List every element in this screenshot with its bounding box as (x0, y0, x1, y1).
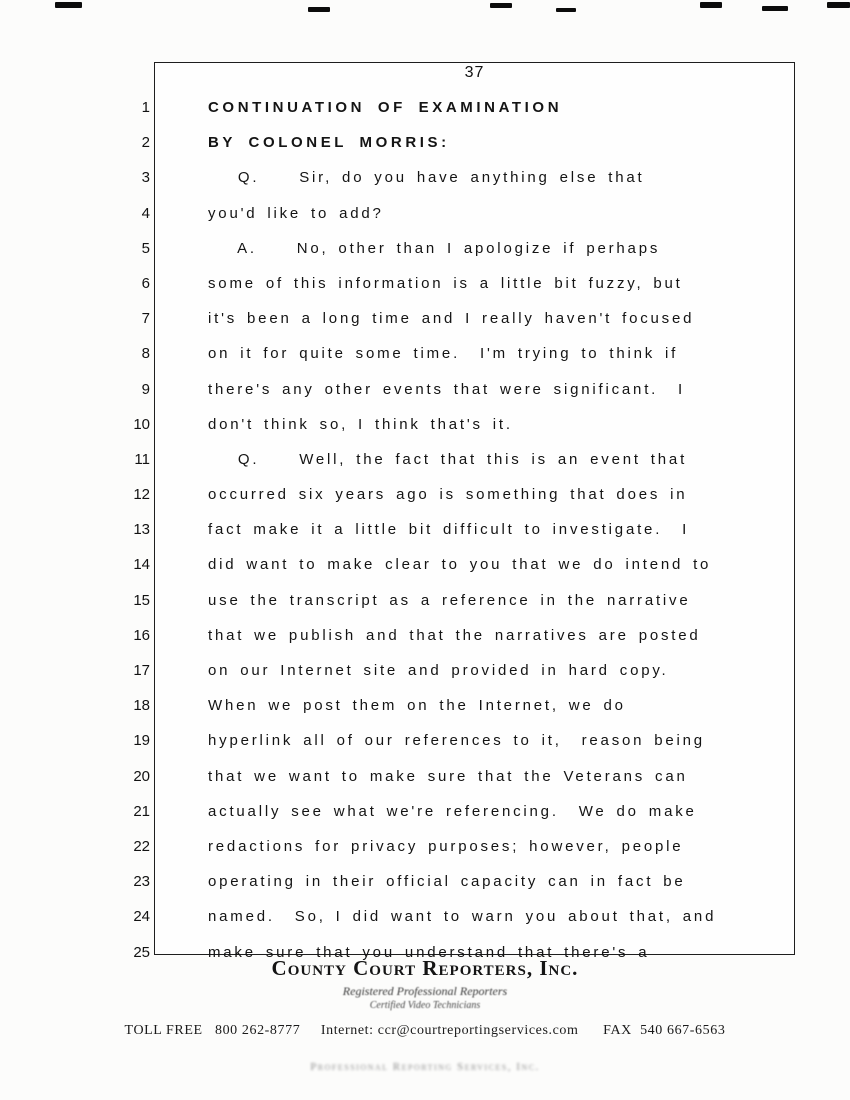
line-text: hyperlink all of our references to it, reason being (208, 732, 705, 750)
line-number: 14 (133, 556, 150, 574)
transcript-line (0, 759, 850, 794)
scan-artifact (490, 3, 512, 8)
line-number: 18 (133, 697, 150, 715)
transcript-line (0, 407, 850, 442)
line-number: 24 (133, 908, 150, 926)
line-number: 8 (141, 345, 150, 363)
line-text: operating in their official capacity can in fact be (208, 873, 686, 891)
transcript-lines (0, 90, 850, 970)
transcript-line (0, 723, 850, 758)
transcript-line (0, 864, 850, 899)
line-number: 22 (133, 837, 150, 855)
transcript-line (0, 125, 850, 160)
page-number: 37 (464, 64, 485, 81)
line-text: fact make it a little bit difficult to investigate. I (208, 521, 690, 539)
firm-tagline-certified: Certified Video Technicians (369, 1000, 481, 1011)
line-text: When we post them on the Internet, we do (208, 697, 626, 715)
transcript-line (0, 688, 850, 723)
footer-blurred-line: Professional Reporting Services, Inc. (310, 1061, 540, 1073)
transcript-line (0, 899, 850, 934)
line-text: some of this information is a little bit fuzzy, but (208, 274, 683, 292)
transcript-line (0, 196, 850, 231)
line-number: 10 (133, 415, 150, 433)
line-text: named. So, I did want to warn you about that, and (208, 908, 717, 926)
line-text: BY COLONEL MORRIS: (208, 134, 450, 152)
transcript-line (0, 301, 850, 336)
line-number: 25 (133, 943, 150, 961)
page-footer (0, 956, 850, 1073)
firm-contact-line: TOLL FREE 800 262-8777 Internet: ccr@courtreportingservices.com FAX 540 667-6563 (124, 1023, 726, 1038)
line-number: 7 (141, 310, 150, 328)
transcript-line (0, 618, 850, 653)
line-text: on our Internet site and provided in hard copy. (208, 662, 669, 679)
transcript-line (0, 336, 850, 371)
line-number: 23 (133, 873, 150, 891)
scan-artifact (762, 6, 788, 11)
line-number: 19 (133, 732, 150, 750)
line-text: occurred six years ago is something that does in (208, 486, 688, 504)
scan-artifact (55, 2, 82, 8)
line-text: actually see what we're referencing. We do make (208, 802, 697, 820)
line-number: 16 (133, 626, 150, 644)
line-text: don't think so, I think that's it. (208, 415, 513, 433)
line-text: use the transcript as a reference in the narrative (208, 591, 691, 609)
transcript-line (0, 266, 850, 301)
line-text: Q. Sir, do you have anything else that (208, 169, 645, 187)
line-number: 2 (141, 134, 150, 152)
line-text: you'd like to add? (208, 204, 384, 222)
line-number: 5 (141, 239, 150, 257)
line-number: 4 (141, 204, 150, 222)
line-text: there's any other events that were significant. I (208, 380, 686, 398)
line-number: 9 (141, 380, 150, 398)
line-text: on it for quite some time. I'm trying to think if (208, 345, 679, 363)
transcript-line (0, 90, 850, 125)
transcript-line (0, 160, 850, 195)
line-text: redactions for privacy purposes; however, people (208, 837, 684, 855)
line-number: 6 (141, 274, 150, 292)
line-text: it's been a long time and I really haven't focused (208, 310, 695, 328)
firm-tagline-registered: Registered Professional Reporters (342, 984, 508, 998)
line-text: did want to make clear to you that we do intend to (208, 556, 712, 574)
scan-artifact (827, 2, 850, 8)
court-reporter-firm-name: County Court Reporters, Inc. (271, 956, 579, 980)
transcript-line (0, 829, 850, 864)
transcript-line (0, 794, 850, 829)
line-text: make sure that you understand that there's a (208, 943, 650, 961)
line-number: 11 (134, 450, 150, 468)
line-number: 1 (141, 99, 150, 116)
line-text: CONTINUATION OF EXAMINATION (208, 99, 563, 116)
line-text: that we publish and that the narratives are posted (208, 626, 701, 644)
transcript-line (0, 547, 850, 582)
transcript-line (0, 477, 850, 512)
line-number: 12 (133, 486, 150, 504)
line-number: 13 (133, 521, 150, 539)
transcript-line (0, 653, 850, 688)
transcript-line (0, 231, 850, 266)
scan-artifact (556, 8, 576, 12)
line-text: Q. Well, the fact that this is an event that (208, 450, 688, 468)
line-number: 15 (133, 591, 150, 609)
transcript-line (0, 442, 850, 477)
transcript-line (0, 512, 850, 547)
line-number: 17 (133, 662, 150, 679)
transcript-line (0, 372, 850, 407)
line-number: 21 (133, 802, 150, 820)
line-number: 3 (141, 169, 150, 187)
line-text: A. No, other than I apologize if perhaps (208, 239, 661, 257)
transcript-line (0, 583, 850, 618)
line-text: that we want to make sure that the Veterans can (208, 767, 688, 785)
scan-artifact (700, 2, 722, 8)
line-number: 20 (133, 767, 150, 785)
scan-artifact (308, 7, 330, 12)
